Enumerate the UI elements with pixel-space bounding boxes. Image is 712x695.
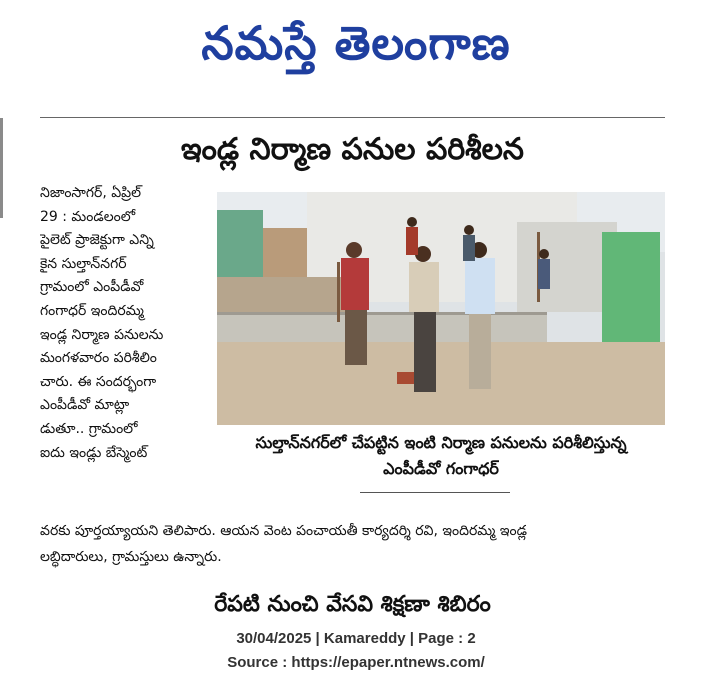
text-line: 29 : మండలంలో — [40, 208, 136, 225]
footer-source: Source : https://epaper.ntnews.com/ — [227, 654, 485, 671]
text-line: డుతూ.. గ్రామంలో — [40, 420, 138, 437]
article-column-text — [40, 182, 208, 465]
top-divider — [40, 117, 665, 118]
text-line: మంగళవారం పరిశీలిం — [40, 350, 157, 367]
masthead — [0, 0, 712, 86]
text-line: ఇండ్ల నిర్మాణ పనులను — [40, 326, 164, 343]
text-line: ఐదు ఇండ్లు బేస్మెంట్ — [40, 444, 148, 461]
text-line: చారు. ఈ సందర్భంగా — [40, 373, 157, 390]
text-line: గంగాధర్ ఇందిరమ్మ — [40, 302, 144, 319]
text-line: వరకు పూర్తయ్యాయని తెలిపారు. ఆయన వెంట పంచాయతీ కార్యదర్శి రవి, ఇందిరమ్మ ఇండ్ల — [40, 523, 527, 539]
article-full-width-text — [40, 518, 668, 570]
newspaper-logo: నమస్తే తెలంగాణ — [201, 16, 511, 70]
caption-line: సుల్తాన్‌నగర్‌లో చేపట్టిన ఇంటి నిర్మాణ పనులను పరిశీలిస్తున్న — [255, 433, 627, 452]
text-line: కైన సుల్తాన్‌నగర్ — [40, 255, 127, 272]
footer-date-edition: 30/04/2025 | Kamareddy | Page : 2 — [236, 630, 476, 647]
photo-caption — [217, 430, 665, 482]
text-line: ఎంపీడీవో మాట్లా — [40, 397, 130, 414]
footer — [0, 620, 712, 695]
text-line: నిజాంసాగర్, ఏప్రిల్ — [40, 185, 142, 201]
text-line: గ్రామంలో ఎంపీడీవో — [40, 279, 144, 296]
article-headline: ఇండ్ల నిర్మాణ పనుల పరిశీలన — [181, 132, 524, 167]
clipping-edge — [0, 118, 3, 218]
text-line: పైలెట్ ప్రాజెక్టుగా ఎన్ని — [40, 232, 154, 249]
text-line: లబ్ధిదారులు, గ్రామస్తులు ఉన్నారు. — [40, 549, 222, 565]
article-photo — [217, 192, 665, 425]
caption-line: ఎంపీడీవో గంగాధర్ — [383, 459, 499, 478]
caption-divider — [360, 492, 510, 493]
next-article-headline: రేపటి నుంచి వేసవి శిక్షణా శిబిరం — [214, 592, 491, 617]
